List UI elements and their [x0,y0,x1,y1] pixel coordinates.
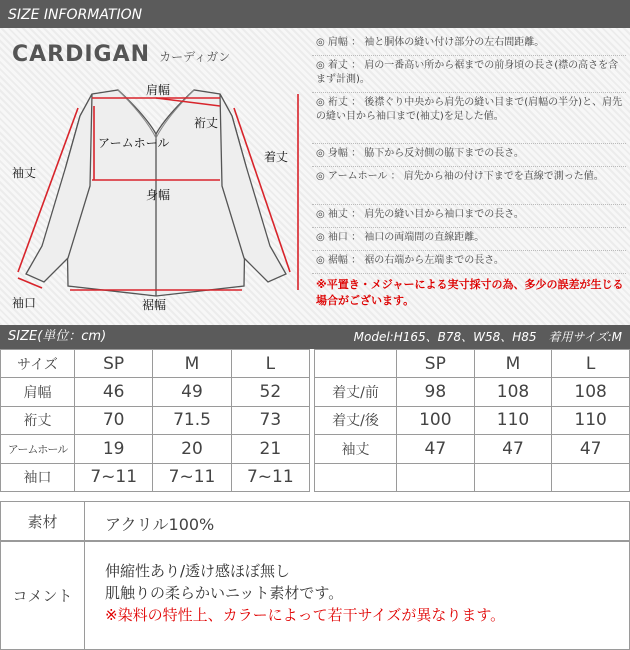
size-information-title: SIZE INFORMATION [8,7,143,23]
table-row [315,378,630,406]
table-cell: 19 [75,435,153,463]
comment-row [0,541,630,650]
measurement-notes [312,33,626,315]
table-header-cell: SP [397,350,475,378]
table-header-cell: M [474,350,552,378]
note-cuff: ◎ 袖口 ： 袖口の両端間の直線距離。 [312,227,626,248]
size-information-bar [0,0,630,28]
table-cell: 7~11 [75,463,153,491]
table-cell: 47 [397,435,475,463]
comment-label: コメント [1,542,85,649]
table-row [315,406,630,434]
table-cell: 98 [397,378,475,406]
table-cell: 110 [552,406,630,434]
table-header-row [315,350,630,378]
table-cell: 46 [75,378,153,406]
comment-line-1: 伸縮性あり/透け感ほぼ無し [105,562,291,580]
table-cell: 21 [231,435,309,463]
row-label: 着丈/後 [315,406,397,434]
note-total-length: ◎ 着丈 ： 肩の一番高い所から裾までの前身頃の長さ(襟の高さを含まず計測)。 [312,55,626,90]
label-hem-width: 裾幅 [142,298,167,312]
note-sleeve-length: ◎ 袖丈 ： 肩先の縫い目から袖口までの長さ。 [312,204,626,225]
row-label: 肩幅 [1,378,75,406]
row-label: 裄丈 [1,406,75,434]
table-row [1,406,310,434]
table-cell: 110 [474,406,552,434]
label-armhole: アームホール [98,136,170,150]
label-shoulder-width: 肩幅 [146,83,171,97]
table-cell [474,463,552,491]
table-cell: 49 [153,378,231,406]
table-cell: 7~11 [153,463,231,491]
row-label: 着丈/前 [315,378,397,406]
table-header-cell: サイズ [1,350,75,378]
note-body-width: ◎ 身幅 ： 脇下から反対側の脇下までの長さ。 [312,143,626,164]
product-title [12,42,230,67]
table-cell [397,463,475,491]
table-cell: 70 [75,406,153,434]
measurement-warning: ※平置き・メジャーによる実寸採寸の為、多少の誤差が生じる場合がございます。 [312,273,626,312]
table-row [1,463,310,491]
table-cell: 100 [397,406,475,434]
label-yuki: 裄丈 [194,116,219,130]
note-shoulder-width: ◎ 肩幅 ： 袖と胴体の縫い付け部分の左右間距離。 [316,37,545,48]
table-row [315,463,630,491]
table-cell: 7~11 [231,463,309,491]
model-info: Model:H165、B78、W58、H85 着用サイズ:M [353,330,622,344]
note-yuki: ◎ 裄丈 ： 後襟ぐり中央から肩先の縫い目まで(肩幅の半分)と、肩先の縫い目から袖口まで(袖丈)を足した値。 [312,92,626,127]
table-cell: 71.5 [153,406,231,434]
table-row [1,378,310,406]
note-armhole: ◎ アームホール ： 肩先から袖の付け下までを直線で測った値。 [312,166,626,187]
table-header-cell: L [231,350,309,378]
size-table-left [0,349,310,492]
table-cell [552,463,630,491]
table-row [315,435,630,463]
product-title-ja: カーディガン [159,50,231,64]
cardigan-diagram [6,76,306,316]
table-cell: 108 [474,378,552,406]
table-cell: 47 [474,435,552,463]
size-unit-label: SIZE(単位：cm) [8,329,107,344]
product-title-en: CARDIGAN [12,42,151,67]
material-row [0,501,630,541]
size-table-right [314,349,630,492]
table-cell: 20 [153,435,231,463]
table-header-cell: SP [75,350,153,378]
table-header-cell: L [552,350,630,378]
note-hem-width: ◎ 裾幅 ： 裾の右端から左端までの長さ。 [312,250,626,271]
label-sleeve-length: 袖丈 [12,166,37,180]
table-cell: 73 [231,406,309,434]
material-value: アクリル100% [105,515,215,534]
row-label: 袖丈 [315,435,397,463]
table-row [1,435,310,463]
label-total-length: 着丈 [264,150,289,164]
comment-text [105,560,505,626]
row-label: 袖口 [1,463,75,491]
table-header-cell: M [153,350,231,378]
table-cell: 52 [231,378,309,406]
table-cell: 47 [552,435,630,463]
comment-line-3: ※染料の特性上、カラーによって若干サイズが異なります。 [105,606,506,624]
table-header-cell [315,350,397,378]
size-table-bar [0,325,630,349]
comment-line-2: 肌触りの柔らかいニット素材です。 [105,584,344,602]
label-cuff: 袖口 [12,296,37,310]
table-header-row [1,350,310,378]
row-label [315,463,397,491]
label-body-width: 身幅 [146,188,171,202]
row-label: アームホール [1,435,75,463]
material-label: 素材 [1,502,85,540]
table-cell: 108 [552,378,630,406]
